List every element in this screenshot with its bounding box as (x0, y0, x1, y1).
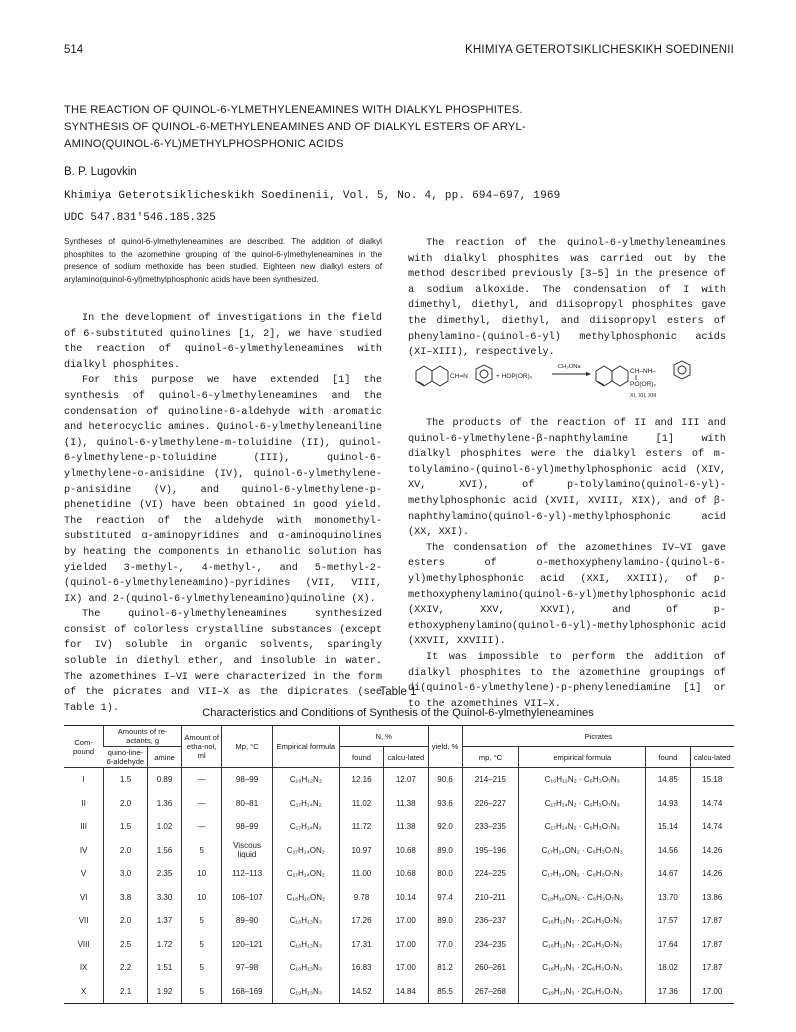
cell-pcalc: 17.00 (690, 980, 734, 1004)
cell-amine: 2.35 (148, 862, 182, 886)
cell-pmp: 233–235 (462, 815, 519, 839)
title-line: SYNTHESIS OF QUINOL-6-METHYLENEAMINES AND OF DIALKYL ESTERS OF ARYL- (64, 121, 526, 133)
cell-pformula: C₁₇H₁₄N₂ · C₆H₃O₇N₃ (519, 792, 646, 816)
cell-mp: 89–90 (222, 909, 273, 933)
cell-mp: 97–98 (222, 956, 273, 980)
cell-pformula: C₁₇H₁₄N₂ · C₆H₃O₇N₃ (519, 815, 646, 839)
cell-pformula: C₁₆H₁₃N₃ · 2C₆H₃O₇N₃ (519, 956, 646, 980)
cell-mp: 106–107 (222, 886, 273, 910)
cell-formula: C₁₇H₁₄N₂ (272, 815, 339, 839)
cell-yield: 81.2 (428, 956, 462, 980)
table-row (64, 956, 734, 980)
table-row (64, 768, 734, 792)
cell-amine: 1.02 (148, 815, 182, 839)
arrow-head (586, 372, 591, 376)
col-header-yield: yield, % (428, 726, 462, 768)
col-header-mp: Mp, °C (222, 726, 273, 768)
cell-found: 11.00 (339, 862, 383, 886)
cell-amine: 1.37 (148, 909, 182, 933)
col-header-amine: amine (148, 747, 182, 768)
cell-id: VII (78, 916, 89, 926)
cell-amine: 1.56 (148, 839, 182, 863)
journal-name: KHIMIYA GETEROTSIKLICHESKIKH SOEDINENII (465, 44, 734, 56)
catalyst-label: CH₃ONa (558, 364, 581, 370)
cell-id: V (80, 869, 87, 879)
paragraph: For this purpose we have extended [1] the synthesis of quinol-6-ylmethyleneamines and the condensation of quinoline-6-aldehyde with aromatic and heterocyclic amines. Quinol-6-ylmethyleneaniline (I), quinol-6-ylmethylene-m-toluidine (II), quinol-6-ylmethylene-p-toluidine (III), quinol-6-ylmethylene-o-anisidine (IV), quinol-6-ylmethylene-p-anisidine (V), and quinol-6-ylmethylene-p-phenetidine (VI) have been obtained in good yield. The reaction of the aldehyde with monomethyl-substituted α-aminopyridines and α-aminoquinolines by heating the components in ethanolic solution has yielded 3-methyl-, 4-methyl-, and 5-methyl-2-(quinol-6-ylmethyleneamino)-pyridines (VII, VIII, IX) and 2-(quinol-6-ylmethyleneamino)quinoline (X). (64, 375, 382, 605)
col-header-pic-found: found (646, 747, 690, 768)
cell-formula: C₁₈H₁₆ON₂ (272, 886, 339, 910)
cell-formula: C₁₇H₁₄ON₂ (272, 862, 339, 886)
cell-amine: 1.36 (148, 792, 182, 816)
col-header-pic-formula: empirical formula (519, 747, 646, 768)
col-header-compound: Com-pound (64, 726, 104, 768)
paragraph: It was impossible to perform the addition of dialkyl phosphites to the azomethine groupings of di(quinol-6-ylmethylene)-p-phenylenediamine [1] or to the azomethines VII–X. (408, 651, 726, 710)
cell-pformula: C₁₉H₁₃N₃ · 2C₆H₃O₇N₃ (519, 980, 646, 1004)
right-column-top (408, 236, 726, 361)
cell-pfound: 13.70 (646, 886, 690, 910)
cell-found: 17.26 (339, 909, 383, 933)
cell-id: IV (79, 845, 88, 855)
cell-pcalc: 14.26 (690, 839, 734, 863)
cell-pfound: 18.02 (646, 956, 690, 980)
abstract: Syntheses of quinol-6-ylmethyleneamines are described. The addition of dialkyl phosphites to the azomethine grouping of the quinol-6-ylmethyleneamines in the presence of sodium methoxide has been studied. Eighteen new dialkyl esters of arylamino(quinol-6-yl)methylphosphonic acids have been synthesized. (64, 237, 382, 284)
cell-pfound: 15.14 (646, 815, 690, 839)
cell-found: 11.72 (339, 815, 383, 839)
cell-pmp: 236–237 (462, 909, 519, 933)
cell-amine: 1.51 (148, 956, 182, 980)
left-group-label: CH=N (450, 373, 468, 380)
quinoline-ring-right (596, 366, 628, 386)
cell-found: 17.31 (339, 933, 383, 957)
cell-amine: 3.30 (148, 886, 182, 910)
cell-eth: 5 (182, 956, 222, 980)
cell-pformula: C₁₆H₁₃N₃ · 2C₆H₃O₇N₃ (519, 909, 646, 933)
cell-pcalc: 17.87 (690, 909, 734, 933)
cell-ald: 2.0 (104, 792, 148, 816)
table-row (64, 815, 734, 839)
cell-calc: 14.84 (384, 980, 428, 1004)
table-row (64, 933, 734, 957)
compound-numbers: XI, XII, XIII (630, 393, 657, 399)
cell-pcalc: 14.26 (690, 862, 734, 886)
col-header-calculated: calcu-lated (384, 747, 428, 768)
cell-pmp: 224–225 (462, 862, 519, 886)
cell-found: 16.83 (339, 956, 383, 980)
citation: Khimiya Geterotsiklicheskikh Soedinenii, Vol. 5, No. 4, pp. 694–697, 1969 (64, 190, 561, 202)
title-line: THE REACTION OF QUINOL-6-YLMETHYLENEAMINES WITH DIALKYL PHOSPHITES. (64, 104, 523, 116)
cell-yield: 85.5 (428, 980, 462, 1004)
cell-formula: C₁₇H₁₄N₂ (272, 792, 339, 816)
col-header-found: found (339, 747, 383, 768)
cell-mp: Viscous liquid (222, 839, 273, 863)
cell-yield: 89.0 (428, 909, 462, 933)
paragraph: The condensation of the azomethines IV–VI gave esters of o-methoxyphenylamino-(quinol-6-yl)methylphosphonic acid (XXI, XXIII), of p-methoxyphenylamino(quinol-6-yl)methylphosphonic acid (XXIV, XXV, XXVI), and of p-ethoxyphenylamino(quinol-6-yl)-methylphosphonic acid (XXVII, XXVIII). (408, 542, 726, 648)
cell-eth: 5 (182, 839, 222, 863)
cell-mp: 98–99 (222, 815, 273, 839)
paragraph: In the development of investigations in the field of 6-substituted quinolines [1, 2], we have studied the reaction of quinol-6-ylmethyleneamines with dialkyl phosphites. (64, 313, 382, 371)
cell-pmp: 234–235 (462, 933, 519, 957)
cell-ald: 3.0 (104, 862, 148, 886)
cell-pformula: C₁₆H₁₃N₃ · 2C₆H₃O₇N₃ (519, 933, 646, 957)
cell-pmp: 260–261 (462, 956, 519, 980)
paragraph: The reaction of the quinol-6-ylmethyleneamines with dialkyl phosphites was carried out by the method described previously [3–5] in the presence of a sodium alkoxide. The condensation of I with dimethyl, diethyl, and diisopropyl phosphites gave the dimethyl, diethyl, and diisopropyl esters of phenylamino-(quinol-6-yl) methylphosphonic acids (XI–XIII), respectively. (408, 238, 726, 359)
right-column-bottom (408, 416, 726, 712)
cell-pmp: 267–268 (462, 980, 519, 1004)
cell-yield: 89.0 (428, 839, 462, 863)
cell-pmp: 210–211 (462, 886, 519, 910)
cell-ald: 1.5 (104, 815, 148, 839)
cell-ald: 2.5 (104, 933, 148, 957)
cell-ald: 2.2 (104, 956, 148, 980)
cell-pfound: 17.57 (646, 909, 690, 933)
cell-ald: 2.0 (104, 909, 148, 933)
cell-id: X (64, 980, 104, 1004)
cell-mp: 112–113 (222, 862, 273, 886)
cell-mp: 168–169 (222, 980, 273, 1004)
cell-pformula: C₁₇H₁₄ON₂ · C₆H₃O₇N₃ (519, 862, 646, 886)
benzene-ring-right (674, 361, 690, 379)
table-label: Table 1 (379, 686, 417, 698)
cell-found: 12.16 (339, 768, 383, 792)
cell-pfound: 14.85 (646, 768, 690, 792)
cell-pcalc: 13.86 (690, 886, 734, 910)
udc-code: UDC 547.831'546.185.325 (64, 212, 216, 224)
cell-pformula: C₁₈H₁₆ON₂ · C₆H₃O₇N₃ (519, 886, 646, 910)
cell-eth: 5 (182, 980, 222, 1004)
cell-eth: 5 (182, 933, 222, 957)
cell-formula: C₁₆H₁₃N₃ (272, 933, 339, 957)
cell-calc: 17.00 (384, 909, 428, 933)
cell-calc: 17.00 (384, 956, 428, 980)
cell-eth: — (182, 768, 222, 792)
table-row (64, 886, 734, 910)
page-number: 514 (64, 44, 84, 56)
cell-ald: 2.0 (104, 839, 148, 863)
cell-yield: 92.0 (428, 815, 462, 839)
cell-amine: 0.89 (148, 768, 182, 792)
col-header-aldehyde: quino-line-6-aldehyde (104, 747, 148, 768)
cell-yield: 90.6 (428, 768, 462, 792)
cell-calc: 12.07 (384, 768, 428, 792)
left-column (64, 311, 382, 716)
cell-calc: 10.68 (384, 862, 428, 886)
paragraph: The quinol-6-ylmethyleneamines synthesized consist of colorless crystalline substances (except for IV) soluble in organic solvents, sparingly soluble in diethyl ether, and insoluble in water. The azomethines I–VI were characterized in the form of the picrates and VII–X as the dipicrates (see Table 1). (64, 609, 382, 714)
table-row (64, 839, 734, 863)
cell-mp: 98–99 (222, 768, 273, 792)
cell-eth: 10 (182, 862, 222, 886)
author: B. P. Lugovkin (64, 166, 137, 178)
table-body (64, 768, 734, 1004)
cell-found: 14.52 (339, 980, 383, 1004)
cell-amine: 1.72 (148, 933, 182, 957)
cell-pfound: 14.93 (646, 792, 690, 816)
phosphonate-label: PO(OR)₂ (630, 381, 656, 388)
cell-calc: 10.14 (384, 886, 428, 910)
cell-found: 10.97 (339, 839, 383, 863)
cell-pfound: 14.67 (646, 862, 690, 886)
right-group-label: CH–NH– (630, 368, 657, 375)
table-title: Characteristics and Conditions of Synthesis of the Quinol-6-ylmethyleneamines (202, 707, 594, 719)
col-header-amounts: Amounts of re-actants, g (104, 726, 182, 747)
cell-id: II (81, 798, 86, 808)
cell-formula: C₁₆H₁₃N₃ (272, 909, 339, 933)
reaction-scheme (408, 355, 726, 403)
cell-formula: C₁₆H₁₃N₃ (272, 956, 339, 980)
cell-id: IX (79, 963, 88, 973)
quinoline-ring-left (416, 366, 448, 386)
cell-pcalc: 14.74 (690, 815, 734, 839)
cell-pfound: 17.64 (646, 933, 690, 957)
reagent-label: + HOP(OR)₂ (496, 373, 533, 380)
cell-pcalc: 17.87 (690, 956, 734, 980)
cell-amine: 1.92 (148, 980, 182, 1004)
table-row (64, 792, 734, 816)
col-header-picrates: Picrates (462, 726, 734, 747)
cell-calc: 10.68 (384, 839, 428, 863)
col-header-ethanol: Amount of etha-nol, ml (182, 726, 222, 768)
table-row (64, 862, 734, 886)
article-title (64, 102, 704, 153)
table-row (64, 909, 734, 933)
cell-mp: 80–81 (222, 792, 273, 816)
cell-calc: 17.00 (384, 933, 428, 957)
cell-eth: 5 (182, 909, 222, 933)
cell-ald: 2.1 (104, 980, 148, 1004)
cell-ald: 3.8 (104, 886, 148, 910)
cell-eth: 10 (182, 886, 222, 910)
col-header-pic-mp: mp, °C (462, 747, 519, 768)
cell-id: VI (79, 892, 88, 902)
cell-pfound: 17.36 (646, 980, 690, 1004)
cell-pcalc: 15.18 (690, 768, 734, 792)
cell-ald: 1.5 (104, 768, 148, 792)
cell-pmp: 214–215 (462, 768, 519, 792)
cell-found: 11.02 (339, 792, 383, 816)
cell-pcalc: 17.87 (690, 933, 734, 957)
cell-eth: — (182, 792, 222, 816)
cell-id: I (82, 775, 85, 785)
cell-id: III (80, 822, 87, 832)
col-header-formula: Empirical formula (272, 726, 339, 768)
cell-formula: C₁₇H₁₄ON₂ (272, 839, 339, 863)
benzene-ring-left (476, 365, 492, 383)
cell-calc: 11.38 (384, 792, 428, 816)
cell-pmp: 195–196 (462, 839, 519, 863)
cell-pformula: C₁₇H₁₄ON₂ · C₆H₃O₇N₃ (519, 839, 646, 863)
paragraph: The products of the reaction of II and III and quinol-6-ylmethylene-β-naphthylamine [1] with dialkyl phosphites were the dialkyl esters of m-tolylamino-(quinol-6-yl)methylphosphonic acid (XIV, XV, XVI), of p-tolylamino(quinol-6-yl)-methylphosphonic acid (XVII, XVIII, XIX), and of β-naphthylamino(quinol-6-yl)-methylphosphonic acid (XX, XXI). (408, 418, 726, 539)
cell-yield: 97.4 (428, 886, 462, 910)
cell-found: 9.78 (339, 886, 383, 910)
col-header-n: N, % (339, 726, 428, 747)
cell-pfound: 14.56 (646, 839, 690, 863)
cell-id: VIII (77, 939, 90, 949)
table-row (64, 980, 734, 1004)
cell-eth: — (182, 815, 222, 839)
cell-formula: C₁₆H₁₂N₂ (272, 768, 339, 792)
col-header-pic-calc: calcu-lated (690, 747, 734, 768)
cell-yield: 77.0 (428, 933, 462, 957)
cell-pformula: C₁₆H₁₂N₂ · C₆H₃O₇N₃ (519, 768, 646, 792)
title-line: AMINO(QUINOL-6-YL)METHYLPHOSPHONIC ACIDS (64, 138, 344, 150)
data-table (64, 725, 734, 1004)
cell-yield: 93.6 (428, 792, 462, 816)
cell-yield: 80.0 (428, 862, 462, 886)
cell-pcalc: 14.74 (690, 792, 734, 816)
cell-calc: 11.38 (384, 815, 428, 839)
cell-pmp: 226–227 (462, 792, 519, 816)
cell-formula: C₁₉H₁₃N₃ (272, 980, 339, 1004)
cell-mp: 120–121 (222, 933, 273, 957)
